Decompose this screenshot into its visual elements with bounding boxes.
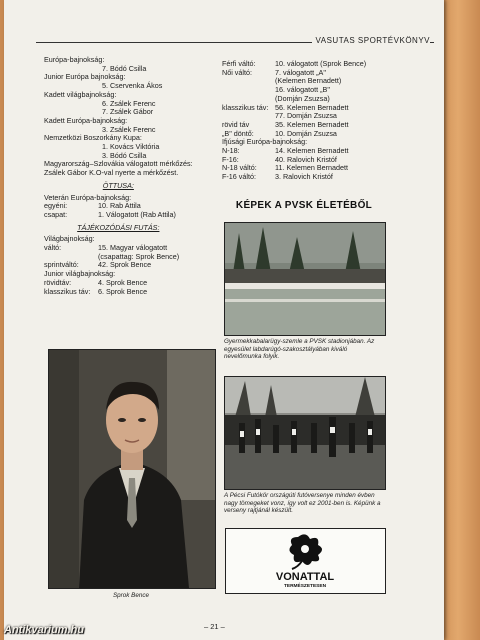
- race-caption: A Pécsi Futókör országúti futóversenye minden évben nagy tömegeket vonz, így volt ez 2001-ben is. Képünk a verseny rajtjánál készült.: [224, 492, 381, 515]
- left-results-column: [44, 56, 193, 296]
- portrait-caption: Sprok Bence: [112, 592, 150, 599]
- watermark: Antikvarium.hu: [4, 624, 85, 636]
- result-group-label: Junior világbajnokság:: [44, 269, 116, 279]
- tajfutas-header: TÁJÉKOZÓDÁSI FUTÁS:: [77, 222, 160, 232]
- result-value: (csapattag: Sprok Bence): [98, 251, 180, 261]
- result-row: [222, 173, 366, 182]
- portrait-photo: [48, 349, 216, 589]
- result-value: 1. Válogatott (Rab Attila): [98, 209, 176, 219]
- left-results-list: [44, 56, 193, 178]
- result-value: 10. Rab Attila: [98, 201, 141, 211]
- result-value: 56. Kelemen Bernadett: [275, 102, 349, 112]
- result-line: Európa-bajnokság:: [44, 55, 105, 64]
- stadium-caption: Gyermekkabalarügy-szemle a PVSK stadionjában. Az egyesület labdarúgó-szakosztályában kiváló nevelőmunka folyik.: [224, 338, 375, 361]
- result-label: csapat:: [44, 209, 68, 219]
- result-label: rövid táv: [222, 119, 250, 129]
- result-value: 4. Sprok Bence: [98, 277, 148, 287]
- result-label: N-18:: [222, 146, 240, 156]
- result-line: 3. Bódó Csilla: [102, 150, 147, 160]
- ottusa-results-list: [44, 194, 193, 220]
- result-line: Nemzetközi Boszorkány Kupa:: [44, 133, 142, 143]
- tajfutas-results-list: [44, 235, 193, 296]
- result-line: Kadett világbajnokság:: [44, 89, 117, 99]
- result-value: 3. Ralovich Kristóf: [275, 172, 333, 182]
- logo-subtext: TERMÉSZETESEN: [283, 584, 327, 589]
- result-label: klasszikus táv:: [44, 286, 91, 296]
- logo-text: VONATTAL: [275, 571, 335, 583]
- result-value: 16. válogatott „B": [275, 85, 330, 95]
- result-label: sprintváltó:: [44, 260, 79, 270]
- result-group-label: Veterán Európa-bajnokság:: [44, 192, 132, 202]
- result-label: rövidtáv:: [44, 277, 72, 287]
- result-row: [44, 211, 193, 220]
- page-number: – 21 –: [204, 622, 225, 631]
- right-results-column: [222, 60, 366, 182]
- vonattal-logo-box: [225, 528, 386, 594]
- result-label: egyéni:: [44, 201, 68, 211]
- result-value: (Domján Zsuzsa): [275, 93, 330, 103]
- result-value: 35. Kelemen Bernadett: [275, 119, 349, 129]
- result-value: 77. Domján Zsuzsa: [275, 111, 337, 121]
- result-line: 7. Zsálek Gábor: [102, 107, 154, 117]
- result-line: 1. Kovács Viktória: [102, 142, 160, 152]
- result-group-label: Világbajnokság:: [44, 234, 95, 244]
- result-label: klasszikus táv:: [222, 102, 269, 112]
- stadium-photo: [224, 222, 386, 336]
- race-start-photo: [224, 376, 386, 490]
- race-illustration: [225, 377, 385, 489]
- result-value: (Kelemen Bernadett): [275, 76, 342, 86]
- result-line: 5. Cservenka Ákos: [102, 81, 163, 91]
- result-line: 6. Zsálek Ferenc: [102, 98, 156, 108]
- ottusa-header: ÖTTUSA:: [102, 180, 134, 190]
- stadium-illustration: [225, 223, 385, 335]
- vonattal-logo: [226, 529, 385, 593]
- result-label: Női váltó:: [222, 67, 252, 77]
- result-label: Férfi váltó:: [222, 59, 256, 68]
- result-value: 15. Magyar válogatott: [98, 243, 168, 253]
- result-line: 3. Zsálek Ferenc: [102, 124, 156, 134]
- section-title: KÉPEK A PVSK ÉLETÉBŐL: [235, 200, 373, 211]
- result-line: Kadett Európa-bajnokság:: [44, 115, 128, 125]
- result-value: 11. Kelemen Bernadett: [275, 163, 348, 173]
- result-label: N-18 váltó:: [222, 163, 257, 173]
- result-group-label: Ifjúsági Európa-bajnokság:: [222, 137, 308, 147]
- result-label: F-16:: [222, 154, 239, 164]
- result-line: Magyarország–Szlovákia válogatott mérkőzés:: [44, 159, 193, 169]
- right-results-list: [222, 60, 366, 182]
- result-value: 14. Kelemen Bernadett: [275, 146, 349, 156]
- result-value: 6. Sprok Bence: [98, 286, 148, 296]
- result-value: 10. Domján Zsuzsa: [275, 128, 337, 138]
- result-value: 10. válogatott (Sprok Bence): [275, 59, 367, 68]
- book-spine: [440, 0, 480, 640]
- result-line: Zsálek Gábor K.O-val nyerte a mérkőzést.: [44, 168, 179, 178]
- result-label: F-16 váltó:: [222, 172, 256, 182]
- result-value: 40. Ralovich Kristóf: [275, 154, 337, 164]
- result-value: 42. Sprok Bence: [98, 260, 152, 270]
- result-value: 7. válogatott „A": [275, 67, 326, 77]
- result-label: „B" döntő:: [222, 128, 254, 138]
- portrait-illustration: [49, 350, 215, 588]
- result-line: 7. Bódó Csilla: [102, 63, 147, 73]
- book-page: [4, 0, 444, 640]
- result-label: váltó:: [44, 243, 62, 253]
- result-row: [44, 288, 193, 297]
- result-line: Junior Európa bajnokság:: [44, 72, 126, 82]
- running-header: VASUTAS SPORTÉVKÖNYV: [312, 36, 430, 45]
